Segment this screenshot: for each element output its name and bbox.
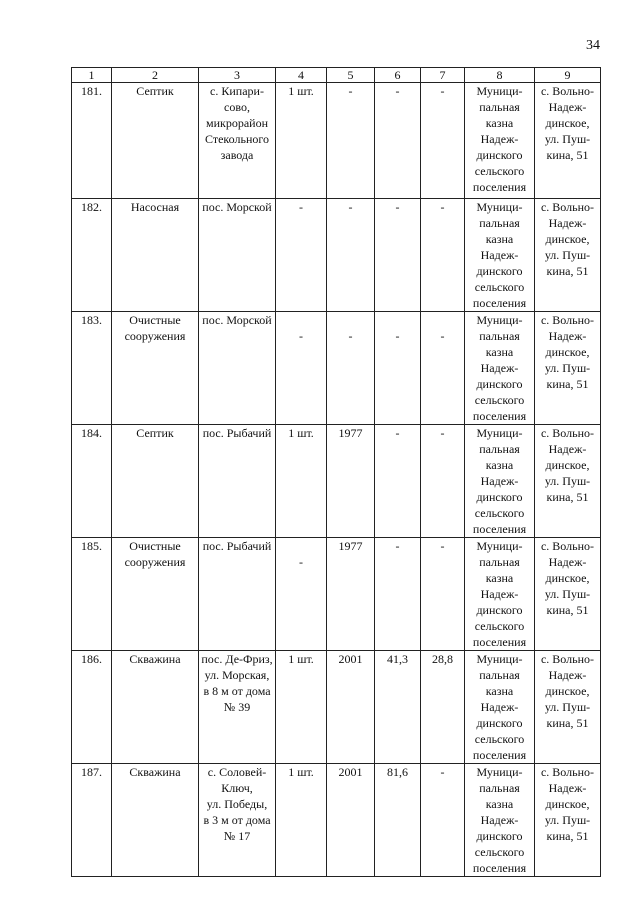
header-cell: 1 xyxy=(72,68,112,83)
owner-location-line: Надеж- xyxy=(548,100,587,114)
owner-line: казна xyxy=(485,684,514,698)
owner-location-line: динское, xyxy=(545,684,590,698)
owner-line: пальная xyxy=(479,442,520,456)
owner-line: поселения xyxy=(472,861,527,875)
owner-line: Надеж- xyxy=(480,813,519,827)
owner-line: пальная xyxy=(479,668,520,682)
object-name-cell xyxy=(112,651,199,764)
object-address-line: с. Кипари- xyxy=(210,84,264,98)
owner-line: пальная xyxy=(479,329,520,343)
object-address-cell xyxy=(199,425,276,538)
object-address-line: сово, xyxy=(224,100,250,114)
table-row xyxy=(72,764,601,877)
owner-line: сельского xyxy=(474,732,525,746)
owner-cell xyxy=(465,83,535,199)
owner-cell xyxy=(465,538,535,651)
owner-line: Муници- xyxy=(476,313,523,327)
year-cell: - xyxy=(327,83,375,199)
owner-location-cell xyxy=(535,651,601,764)
object-name-line: Насосная xyxy=(130,200,180,214)
object-name-cell xyxy=(112,538,199,651)
owner-location-line: динское, xyxy=(545,571,590,585)
owner-line: поселения xyxy=(472,522,527,536)
object-address-cell xyxy=(199,83,276,199)
object-address-cell xyxy=(199,312,276,425)
owner-line: казна xyxy=(485,345,514,359)
object-address-line: пос. Рыбачий xyxy=(202,539,272,553)
object-address-line: завода xyxy=(220,148,254,162)
object-name-cell xyxy=(112,764,199,877)
owner-location-line: ул. Пуш- xyxy=(544,474,591,488)
row-number-cell: 183. xyxy=(72,312,112,425)
year-cell: 1977 xyxy=(327,538,375,651)
owner-line: Надеж- xyxy=(480,587,519,601)
header-cell: 4 xyxy=(276,68,327,83)
registry-body xyxy=(72,68,601,877)
page-number: 34 xyxy=(586,38,600,53)
owner-line: сельского xyxy=(474,393,525,407)
object-address-line: с. Соловей- xyxy=(207,765,267,779)
owner-line: поселения xyxy=(472,748,527,762)
owner-location-line: ул. Пуш- xyxy=(544,700,591,714)
owner-line: пальная xyxy=(479,781,520,795)
owner-line: сельского xyxy=(474,164,525,178)
owner-line: сельского xyxy=(474,619,525,633)
owner-line: поселения xyxy=(472,635,527,649)
header-row xyxy=(72,68,601,83)
owner-line: динского xyxy=(476,716,523,730)
owner-location-line: кина, 51 xyxy=(546,148,589,162)
row-number-cell: 186. xyxy=(72,651,112,764)
value-7-cell: - xyxy=(421,83,465,199)
owner-line: пальная xyxy=(479,216,520,230)
owner-location-line: Надеж- xyxy=(548,329,587,343)
owner-location-line: с. Вольно- xyxy=(540,200,595,214)
object-address-line: ул. Морская, xyxy=(204,668,270,682)
owner-location-line: с. Вольно- xyxy=(540,539,595,553)
value-7-cell: - xyxy=(421,312,465,425)
object-name-line: Очистные xyxy=(129,313,181,327)
table-row xyxy=(72,425,601,538)
owner-location-line: ул. Пуш- xyxy=(544,248,591,262)
owner-line: динского xyxy=(476,377,523,391)
owner-line: Муници- xyxy=(476,84,523,98)
object-address-cell xyxy=(199,199,276,312)
row-number-cell: 185. xyxy=(72,538,112,651)
object-name-line: Скважина xyxy=(129,652,181,666)
owner-line: поселения xyxy=(472,180,527,194)
owner-line: Надеж- xyxy=(480,361,519,375)
owner-line: сельского xyxy=(474,506,525,520)
owner-location-line: Надеж- xyxy=(548,216,587,230)
owner-cell xyxy=(465,651,535,764)
owner-location-cell xyxy=(535,83,601,199)
owner-location-line: Надеж- xyxy=(548,668,587,682)
header-cell: 7 xyxy=(421,68,465,83)
value-6-cell: - xyxy=(375,83,421,199)
value-7-cell: - xyxy=(421,425,465,538)
value-6-cell: - xyxy=(375,312,421,425)
value-6-cell: - xyxy=(375,538,421,651)
table-row xyxy=(72,199,601,312)
owner-location-cell xyxy=(535,425,601,538)
owner-line: динского xyxy=(476,603,523,617)
row-number-cell: 182. xyxy=(72,199,112,312)
object-address-line: Стекольного xyxy=(205,132,269,146)
object-address-cell xyxy=(199,538,276,651)
owner-location-line: динское, xyxy=(545,345,590,359)
value-7-cell: 28,8 xyxy=(421,651,465,764)
quantity-cell: 1 шт. xyxy=(276,83,327,199)
owner-line: динского xyxy=(476,264,523,278)
row-number-cell: 181. xyxy=(72,83,112,199)
owner-location-line: динское, xyxy=(545,458,590,472)
owner-location-line: динское, xyxy=(545,116,590,130)
owner-location-line: кина, 51 xyxy=(546,716,589,730)
owner-location-line: Надеж- xyxy=(548,781,587,795)
header-cell: 2 xyxy=(112,68,199,83)
header-cell: 6 xyxy=(375,68,421,83)
owner-line: динского xyxy=(476,829,523,843)
owner-line: Муници- xyxy=(476,200,523,214)
year-cell: - xyxy=(327,199,375,312)
object-address-line: № 17 xyxy=(223,829,251,843)
table-row xyxy=(72,83,601,199)
year-cell: 2001 xyxy=(327,764,375,877)
owner-location-cell xyxy=(535,764,601,877)
header-cell: 8 xyxy=(465,68,535,83)
value-7-cell: - xyxy=(421,764,465,877)
object-address-line: Ключ, xyxy=(221,781,253,795)
owner-line: Надеж- xyxy=(480,700,519,714)
table-row xyxy=(72,538,601,651)
owner-line: казна xyxy=(485,116,514,130)
owner-line: пальная xyxy=(479,555,520,569)
owner-line: казна xyxy=(485,232,514,246)
value-6-cell: 41,3 xyxy=(375,651,421,764)
owner-line: сельского xyxy=(474,845,525,859)
owner-line: Муници- xyxy=(476,765,523,779)
row-number-cell: 187. xyxy=(72,764,112,877)
owner-location-line: кина, 51 xyxy=(546,490,589,504)
object-name-cell xyxy=(112,312,199,425)
owner-line: поселения xyxy=(472,296,527,310)
quantity-cell: 1 шт. xyxy=(276,425,327,538)
header-cell: 3 xyxy=(199,68,276,83)
object-name-line: Очистные xyxy=(129,539,181,553)
owner-location-line: ул. Пуш- xyxy=(544,813,591,827)
owner-line: Надеж- xyxy=(480,474,519,488)
owner-location-line: ул. Пуш- xyxy=(544,587,591,601)
object-address-line: ул. Победы, xyxy=(206,797,268,811)
object-address-line: микрорайон xyxy=(205,116,268,130)
owner-line: Надеж- xyxy=(480,132,519,146)
year-cell: - xyxy=(327,312,375,425)
row-number-cell: 184. xyxy=(72,425,112,538)
owner-line: казна xyxy=(485,571,514,585)
owner-line: пальная xyxy=(479,100,520,114)
owner-location-line: кина, 51 xyxy=(546,377,589,391)
table-row xyxy=(72,312,601,425)
owner-line: Муници- xyxy=(476,652,523,666)
object-address-line: в 3 м от дома xyxy=(203,813,271,827)
owner-location-line: Надеж- xyxy=(548,555,587,569)
object-name-line: Скважина xyxy=(129,765,181,779)
owner-location-line: кина, 51 xyxy=(546,829,589,843)
owner-line: казна xyxy=(485,458,514,472)
value-7-cell: - xyxy=(421,538,465,651)
year-cell: 1977 xyxy=(327,425,375,538)
value-7-cell: - xyxy=(421,199,465,312)
header-cell: 9 xyxy=(535,68,601,83)
owner-location-line: кина, 51 xyxy=(546,603,589,617)
object-address-line: № 39 xyxy=(223,700,251,714)
header-cell: 5 xyxy=(327,68,375,83)
owner-line: динского xyxy=(476,148,523,162)
quantity-cell: - xyxy=(276,199,327,312)
table-row xyxy=(72,651,601,764)
owner-location-line: с. Вольно- xyxy=(540,84,595,98)
owner-cell xyxy=(465,425,535,538)
owner-line: сельского xyxy=(474,280,525,294)
owner-cell xyxy=(465,764,535,877)
object-name-cell xyxy=(112,199,199,312)
owner-location-cell xyxy=(535,538,601,651)
object-name-cell xyxy=(112,425,199,538)
year-cell: 2001 xyxy=(327,651,375,764)
owner-cell xyxy=(465,199,535,312)
owner-location-line: ул. Пуш- xyxy=(544,361,591,375)
quantity-cell: - xyxy=(276,538,327,651)
owner-location-line: динское, xyxy=(545,797,590,811)
object-name-line: сооружения xyxy=(124,555,186,569)
owner-location-cell xyxy=(535,199,601,312)
object-name-cell xyxy=(112,83,199,199)
object-address-line: пос. Де-Фриз, xyxy=(201,652,273,666)
value-6-cell: - xyxy=(375,425,421,538)
owner-location-line: ул. Пуш- xyxy=(544,132,591,146)
quantity-cell: - xyxy=(276,312,327,425)
object-address-line: пос. Морской xyxy=(202,313,272,327)
owner-location-line: кина, 51 xyxy=(546,264,589,278)
owner-location-line: с. Вольно- xyxy=(540,313,595,327)
object-name-line: Септик xyxy=(136,426,174,440)
owner-location-line: с. Вольно- xyxy=(540,652,595,666)
object-name-line: Септик xyxy=(136,84,174,98)
owner-location-line: с. Вольно- xyxy=(540,765,595,779)
owner-line: казна xyxy=(485,797,514,811)
value-6-cell: - xyxy=(375,199,421,312)
owner-location-cell xyxy=(535,312,601,425)
owner-line: динского xyxy=(476,490,523,504)
owner-location-line: динское, xyxy=(545,232,590,246)
value-6-cell: 81,6 xyxy=(375,764,421,877)
object-address-line: пос. Рыбачий xyxy=(202,426,272,440)
owner-line: поселения xyxy=(472,409,527,423)
object-address-cell xyxy=(199,764,276,877)
owner-line: Муници- xyxy=(476,426,523,440)
object-name-line: сооружения xyxy=(124,329,186,343)
quantity-cell: 1 шт. xyxy=(276,651,327,764)
object-address-line: пос. Морской xyxy=(202,200,272,214)
owner-line: Надеж- xyxy=(480,248,519,262)
object-address-line: в 8 м от дома xyxy=(203,684,271,698)
owner-location-line: Надеж- xyxy=(548,442,587,456)
owner-line: Муници- xyxy=(476,539,523,553)
object-address-cell xyxy=(199,651,276,764)
owner-location-line: с. Вольно- xyxy=(540,426,595,440)
quantity-cell: 1 шт. xyxy=(276,764,327,877)
registry-table xyxy=(71,67,601,877)
owner-cell xyxy=(465,312,535,425)
